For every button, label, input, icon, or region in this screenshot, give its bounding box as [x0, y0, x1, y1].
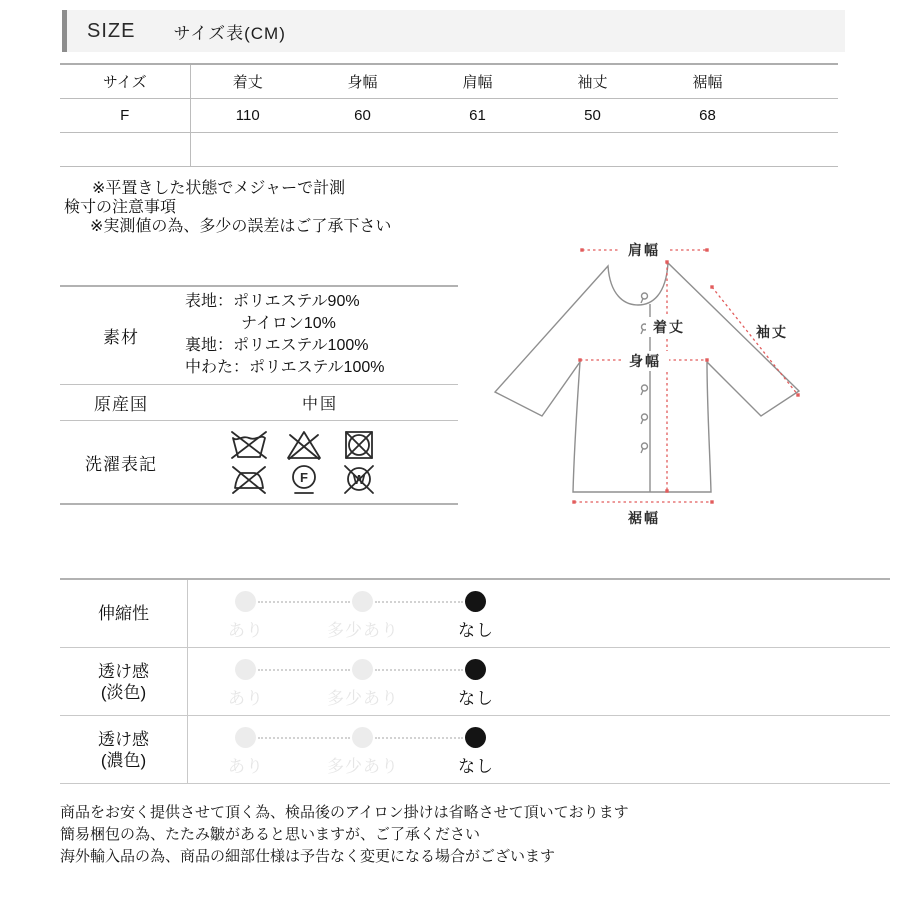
material-row [60, 287, 458, 384]
disclaimer-line: 海外輸入品の為、商品の細部仕様は予告なく変更になる場合がございます [60, 848, 556, 865]
hem-width-label: 裾幅 [628, 510, 660, 526]
no-iron-icon [226, 462, 272, 496]
col-header-length: 着丈 [232, 74, 263, 91]
option-dot-tashou-ari [352, 591, 373, 612]
option-dot-nashi-selected [465, 659, 486, 680]
svg-text:W: W [352, 472, 366, 487]
dotted-connector [375, 737, 463, 739]
cell-size: F [60, 99, 190, 133]
stretch-row: 伸縮性 あり 多少あり なし [60, 580, 890, 647]
attribute-table [60, 578, 890, 784]
material-value: 表地：ポリエステル90% ナイロン10% 裏地：ポリエステル100% 中わた：ポリエステル100% [185, 293, 385, 376]
care-row [60, 420, 458, 503]
sheerness-dark-label: 透け感 (濃色) [60, 716, 188, 783]
col-header-size: サイズ [60, 64, 190, 99]
note-line: ※平置きした状態でメジャーで計測 [92, 180, 346, 197]
sheerness-light-row: 透け感 (淡色) あり 多少あり なし [60, 647, 890, 715]
dotted-connector [258, 737, 350, 739]
origin-value: 中国 [301, 396, 338, 413]
shoulder-width-label: 肩幅 [628, 242, 660, 258]
page-title: SIZE [87, 19, 136, 42]
origin-row [60, 384, 458, 420]
no-wash-icon [226, 428, 272, 462]
origin-label: 原産国 [94, 395, 148, 414]
section-header [62, 10, 845, 52]
cell-body-width: 60 [354, 107, 371, 124]
cell-shoulder: 61 [469, 107, 486, 124]
measurement-notes [60, 179, 391, 236]
disclaimer-line: 商品をお安く提供させて頂く為、検品後のアイロン掛けは省略させて頂いております [60, 804, 629, 821]
note-line: ※実測値の為、多少の誤差はご了承下さい [90, 218, 392, 235]
dotted-connector [375, 669, 463, 671]
disclaimer-text [60, 802, 629, 868]
option-dot-ari [235, 727, 256, 748]
col-header-body-width: 身幅 [347, 74, 378, 91]
no-wet-clean-icon [336, 462, 382, 496]
care-label: 洗濯表記 [85, 454, 157, 474]
length-label: 着丈 [653, 319, 685, 335]
garment-measurement-diagram [460, 225, 860, 535]
svg-text:F: F [300, 470, 308, 485]
sheerness-dark-row: 透け感 (濃色) あり 多少あり なし [60, 715, 890, 783]
product-info-table [60, 285, 458, 505]
body-width-label: 身幅 [629, 353, 661, 369]
page-subtitle: サイズ表(CM) [173, 23, 286, 43]
option-dot-ari [235, 659, 256, 680]
stretch-label: 伸縮性 [60, 580, 188, 647]
care-icons [226, 425, 382, 499]
table-row-empty [60, 133, 838, 167]
dry-clean-f-gentle-icon [281, 462, 327, 496]
option-dot-tashou-ari [352, 727, 373, 748]
sheerness-light-label: 透け感 (淡色) [60, 648, 188, 715]
dotted-connector [375, 601, 463, 603]
material-label: 素材 [103, 328, 139, 347]
option-dot-tashou-ari [352, 659, 373, 680]
option-dot-nashi-selected [465, 591, 486, 612]
no-bleach-icon [281, 428, 327, 462]
disclaimer-line: 簡易梱包の為、たたみ皺があると思いますが、ご了承ください [60, 826, 481, 843]
cell-sleeve: 50 [584, 107, 601, 124]
note-line: 検寸の注意事項 [64, 199, 177, 216]
table-row [60, 99, 838, 133]
sleeve-length-label: 袖丈 [756, 324, 788, 340]
dotted-connector [258, 669, 350, 671]
col-header-shoulder: 肩幅 [462, 74, 493, 91]
col-header-sleeve: 袖丈 [577, 74, 608, 91]
no-tumble-dry-icon [336, 428, 382, 462]
size-table [60, 63, 838, 167]
cell-hem: 68 [699, 107, 716, 124]
dotted-connector [258, 601, 350, 603]
cell-length: 110 [235, 107, 260, 124]
size-table-header-row [60, 64, 838, 99]
col-header-hem: 裾幅 [692, 74, 723, 91]
option-dot-nashi-selected [465, 727, 486, 748]
option-dot-ari [235, 591, 256, 612]
